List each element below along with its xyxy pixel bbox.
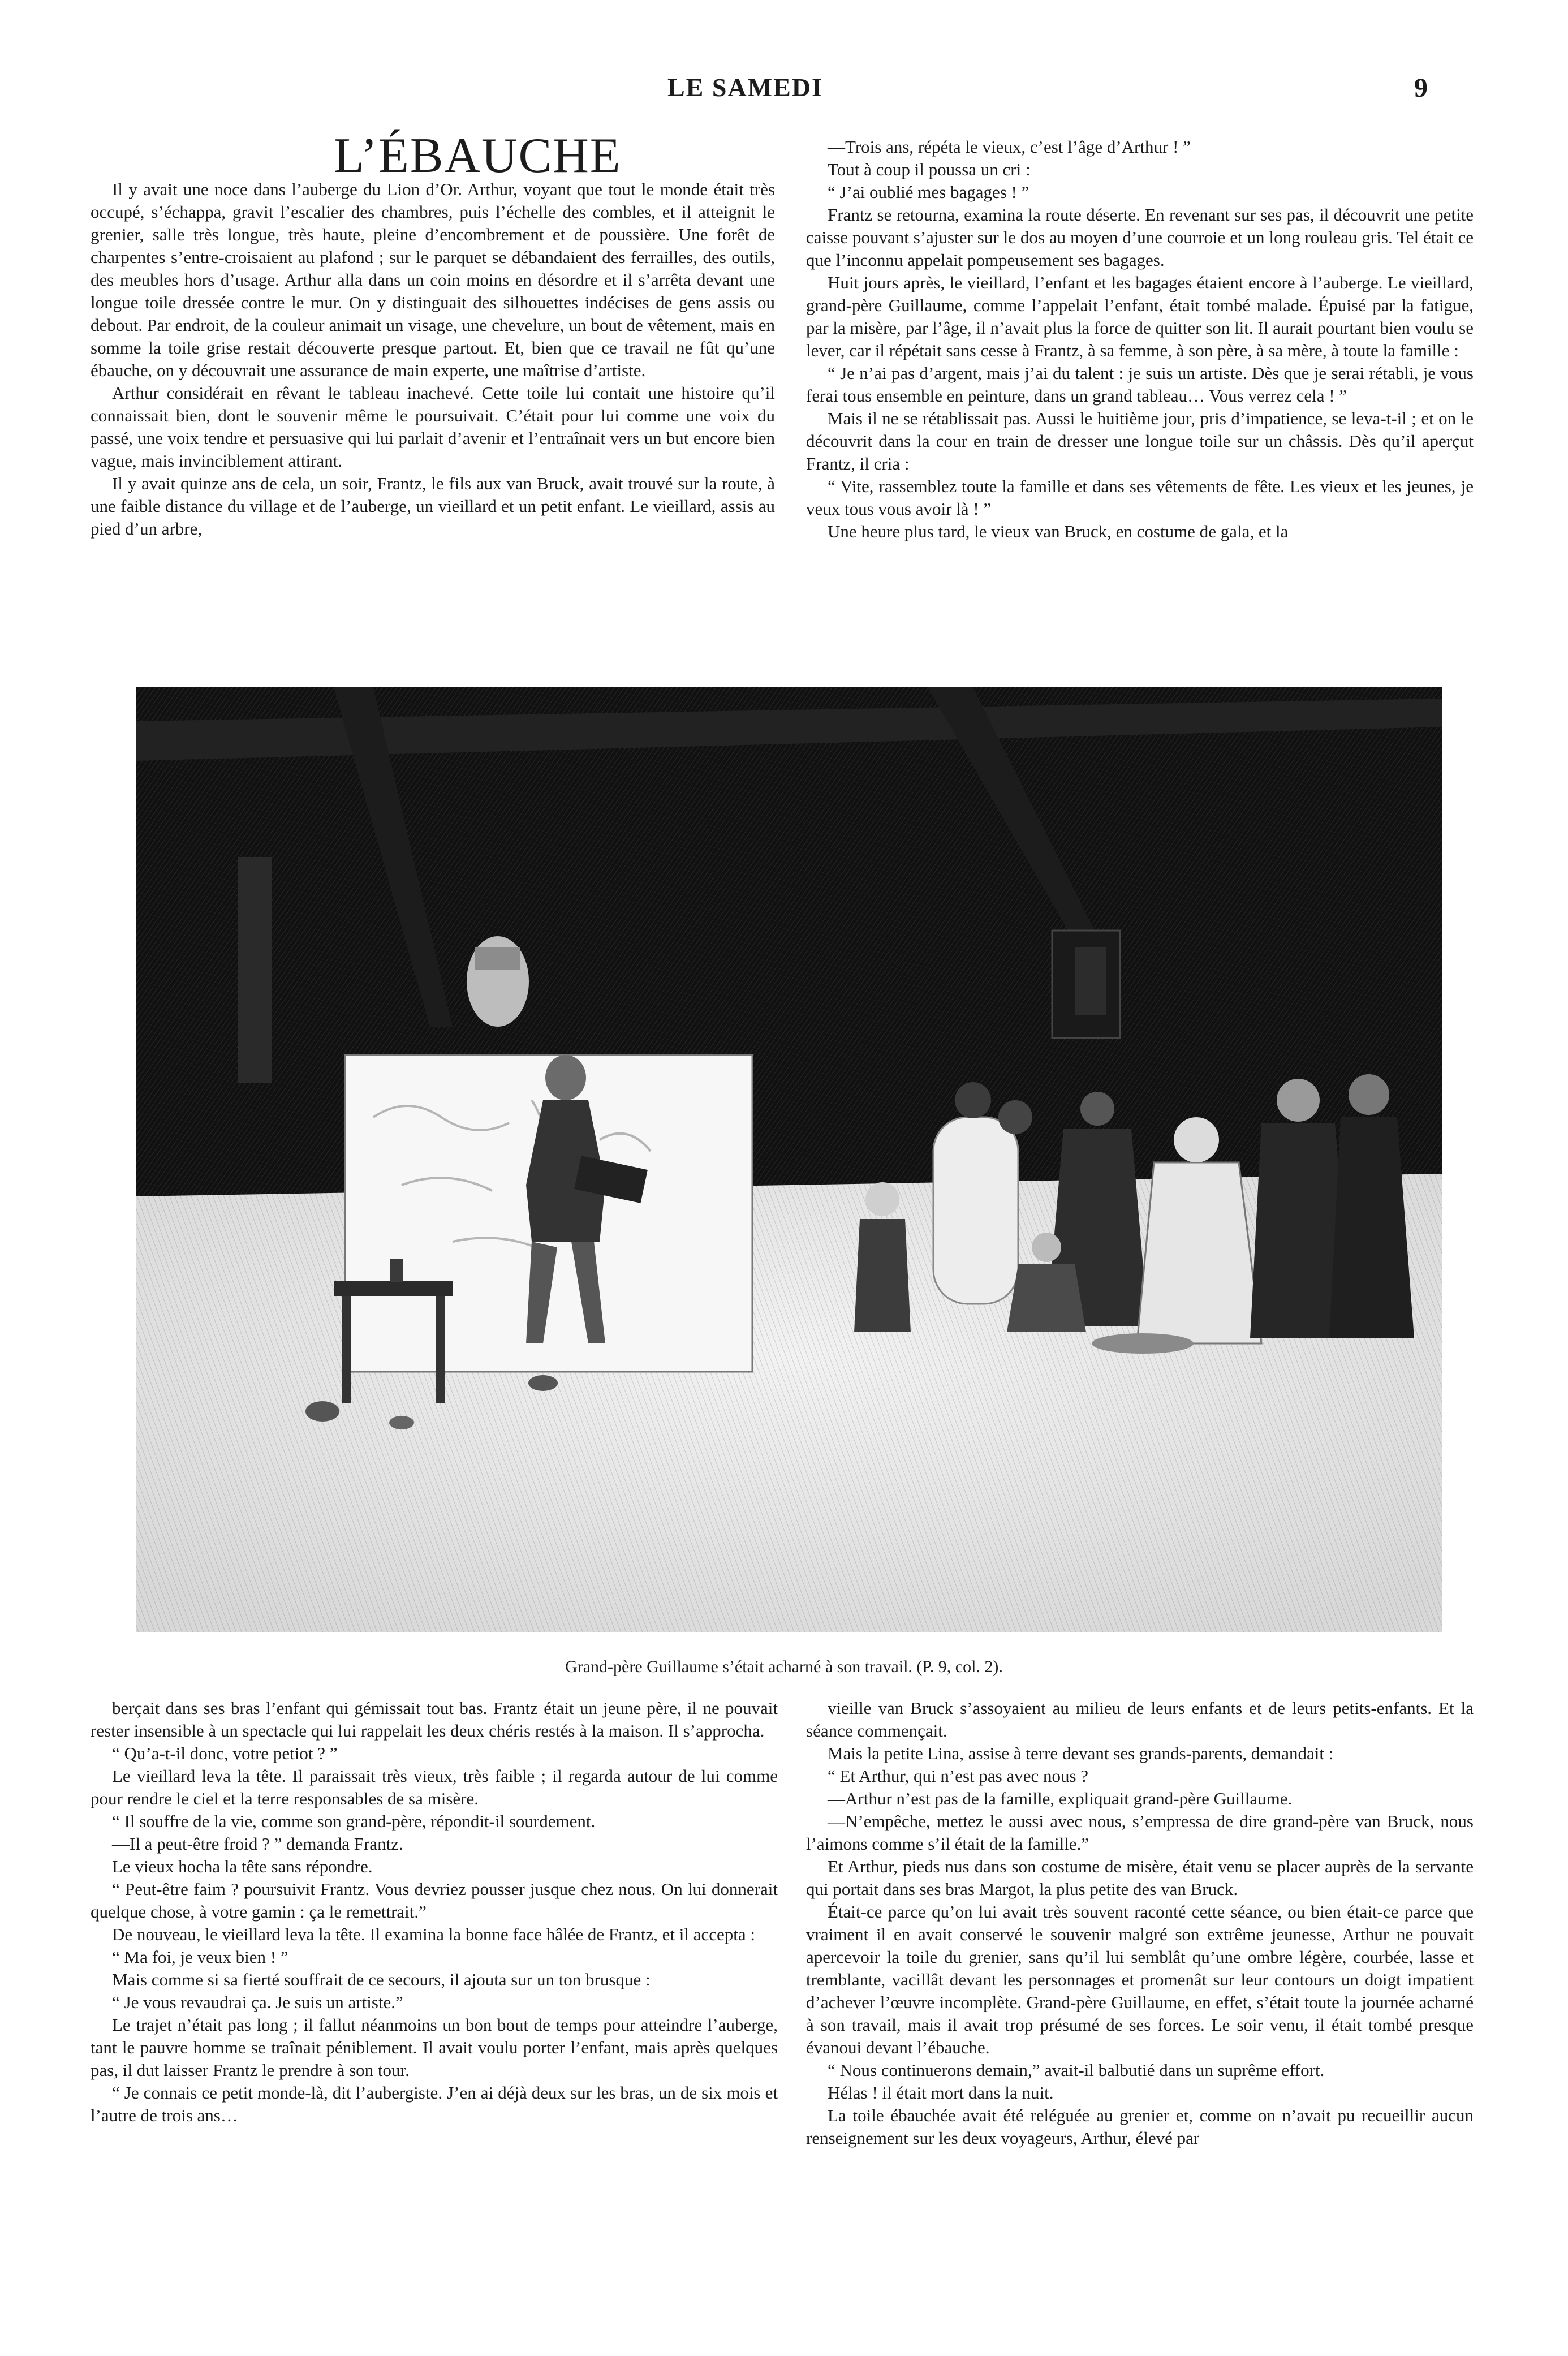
page-number: 9 (1414, 73, 1428, 103)
paragraph: “ Nous continuerons demain,” avait-il balbutié dans un suprême effort. (828, 2060, 1325, 2080)
paragraph: De nouveau, le vieillard leva la tête. Il examina la bonne face hâlée de Frantz, et il accepta : (112, 1924, 755, 1944)
column-bottom-right (806, 1697, 1474, 2150)
article-title: L’ÉBAUCHE (334, 128, 622, 183)
paragraph: Était-ce parce qu’on lui avait très souvent raconté cette séance, ou bien était-ce parce que vraiment il en avait conservé le souvenir malgré son extrême jeunesse, Arthur ne pouvait apercevoir la toile du grenier, sans qu’il lui semblât qu’une ombre légère, courbée, lasse et tremblante, vacillât devant les personnages et promenât sur leur contours un doigt impatient d’achever l’œuvre incomplète. Grand-père Guillaume, en effet, s’était toute la journée acharné à son travail, mais il avait trop présumé de ses forces. Le soir venu, il était tombé presque évanoui devant l’ébauche. (806, 1902, 1474, 2057)
paragraph: “ Peut-être faim ? poursuivit Frantz. Vous devriez pousser jusque chez nous. On lui donnerait quelque chose, à votre gamin : ça le remettrait.” (91, 1879, 778, 1922)
paragraph: “ Ma foi, je veux bien ! ” (112, 1947, 288, 1967)
paragraph: Et Arthur, pieds nus dans son costume de misère, était venu se placer auprès de la servante qui portait dans ses bras Margot, la plus petite des van Bruck. (806, 1857, 1474, 1899)
paragraph: Arthur considérait en rêvant le tableau inachevé. Cette toile lui contait une histoire qu’il connaissait bien, dont le souvenir même le poursuivait. C’était pour lui comme une voix du passé, une voix tendre et persuasive qui lui parlait d’avenir et l’entraînait vers un but encore bien vague, mais invinciblement attirant. (91, 383, 775, 471)
paragraph: Le vieillard leva la tête. Il paraissait très vieux, très faible ; il regarda autour de lui comme pour rendre le ciel et la terre responsables de sa misère. (91, 1766, 778, 1808)
paragraph: “ Vite, rassemblez toute la famille et dans ses vêtements de fête. Les vieux et les jeunes, je veux tous vous avoir là ! ” (806, 476, 1474, 519)
paragraph: —N’empêche, mettez le aussi avec nous, s’empressa de dire grand-père van Bruck, nous l’aimons comme s’il était de la famille.” (806, 1811, 1474, 1854)
paragraph: Il y avait une noce dans l’auberge du Lion d’Or. Arthur, voyant que tout le monde était très occupé, s’échappa, gravit l’escalier des chambres, puis l’échelle des combles, et il atteignit le grenier, salle très longue, très haute, pleine d’encombrement et de poussière. Une forêt de charpentes s’entre-croisaient au plafond ; sur le parquet se débandaient des ferrailles, des outils, des meubles hors d’usage. Arthur alla dans un coin moins en désordre et il s’arrêta devant une longue toile dressée contre le mur. On y distinguait des silhouettes indécises de gens assis ou debout. Par endroit, de la couleur animait un visage, une chevelure, un bout de vêtement, mais en somme la toile grise restait découverte presque partout. Et, bien que ce travail ne fût qu’une ébauche, on y découvrait une assurance de main experte, une maîtrise d’artiste. (91, 179, 775, 380)
paragraph: vieille van Bruck s’assoyaient au milieu de leurs enfants et de leurs petits-enfants. Et la séance commençait. (806, 1698, 1474, 1741)
paragraph: Le trajet n’était pas long ; il fallut néanmoins un bon bout de temps pour atteindre l’auberge, tant le pauvre homme se traînait péniblement. Il avait voulu porter l’enfant, mais après quelques pas, il dut laisser Frantz le prendre à son tour. (91, 2015, 778, 2080)
paragraph: Une heure plus tard, le vieux van Bruck, en costume de gala, et la (828, 522, 1289, 541)
paragraph: Hélas ! il était mort dans la nuit. (828, 2083, 1054, 2103)
paragraph: Tout à coup il poussa un cri : (828, 160, 1031, 179)
running-head: LE SAMEDI (667, 73, 823, 102)
paragraph: Huit jours après, le vieillard, l’enfant et les bagages étaient encore à l’auberge. Le vieillard, grand-père Guillaume, comme l’appelait l’enfant, était tombé malade. Épuisé par la fatigue, par la misère, par l’âge, il n’avait plus la force de quitter son lit. Il aurait pourtant bien voulu se lever, car il répétait sans cesse à Frantz, à sa femme, à son père, à sa mère, à toute la famille : (806, 273, 1474, 360)
column-bottom-left (91, 1697, 778, 2127)
paragraph: “ Je connais ce petit monde-là, dit l’aubergiste. J’en ai déjà deux sur les bras, un de six mois et l’autre de trois ans… (91, 2083, 778, 2125)
paragraph: La toile ébauchée avait été reléguée au grenier et, comme on n’avait pu recueillir aucun renseignement sur les deux voyageurs, Arthur, élevé par (806, 2105, 1474, 2148)
column-top-right (806, 136, 1474, 543)
paragraph: —Trois ans, répéta le vieux, c’est l’âge d’Arthur ! ” (828, 137, 1191, 157)
paragraph: “ Je n’ai pas d’argent, mais j’ai du talent : je suis un artiste. Dès que je serai rétabli, je vous ferai tous ensemble en peinture, dans un grand tableau… Vous verrez cela ! ” (806, 363, 1474, 406)
engraving-illustration (136, 687, 1442, 1632)
paragraph: Frantz se retourna, examina la route déserte. En revenant sur ses pas, il découvrit une petite caisse pouvant s’ajuster sur le dos au moyen d’une courroie et un long rouleau gris. Tel était ce que l’inconnu appelait pompeusement ses bagages. (806, 205, 1474, 270)
paragraph: “ Et Arthur, qui n’est pas avec nous ? (828, 1766, 1089, 1786)
paragraph: “ Je vous revaudrai ça. Je suis un artiste.” (112, 1992, 403, 2012)
paragraph: —Il a peut-être froid ? ” demanda Frantz. (112, 1834, 403, 1854)
paragraph: Il y avait quinze ans de cela, un soir, Frantz, le fils aux van Bruck, avait trouvé sur la route, à une faible distance du village et de l’auberge, un vieillard et un petit enfant. Le vieillard, assis au pied d’un arbre, (91, 473, 775, 539)
illustration-caption: Grand-père Guillaume s’était acharné à son travail. (P. 9, col. 2). (565, 1657, 1003, 1676)
paragraph: Mais il ne se rétablissait pas. Aussi le huitième jour, pris d’impatience, se leva-t-il ; et on le découvrit dans la cour en train de dresser une longue toile sur un châssis. Dès qu’il aperçut Frantz, il cria : (806, 408, 1474, 473)
paragraph: Le vieux hocha la tête sans répondre. (112, 1857, 373, 1876)
paragraph: berçait dans ses bras l’enfant qui gémissait tout bas. Frantz était un jeune père, il ne pouvait rester insensible à un spectacle qui lui rappelait les deux chéris restés à la maison. Il s’approcha. (91, 1698, 778, 1741)
paragraph: “ J’ai oublié mes bagages ! ” (828, 182, 1029, 202)
paragraph: “ Qu’a-t-il donc, votre petiot ? ” (112, 1743, 338, 1763)
paragraph: —Arthur n’est pas de la famille, expliquait grand-père Guillaume. (828, 1789, 1293, 1808)
paragraph: Mais comme si sa fierté souffrait de ce secours, il ajouta sur un ton brusque : (112, 1970, 651, 1989)
column-top-left (91, 178, 775, 540)
paragraph: “ Il souffre de la vie, comme son grand-père, répondit-il sourdement. (112, 1811, 596, 1831)
engraving-artwork (136, 687, 1442, 1632)
paragraph: Mais la petite Lina, assise à terre devant ses grands-parents, demandait : (828, 1743, 1334, 1763)
